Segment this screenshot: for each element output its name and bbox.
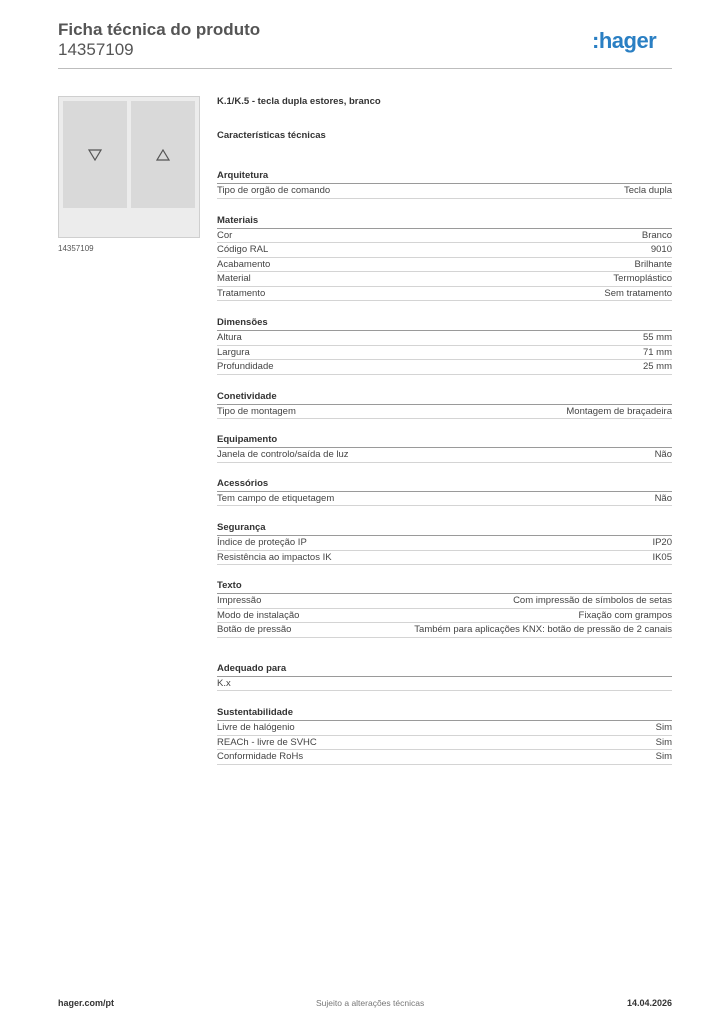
section-title: Dimensões: [217, 316, 672, 331]
section-title: Acessórios: [217, 477, 672, 492]
spec-value: IP20: [652, 537, 672, 548]
product-title: K.1/K.5 - tecla dupla estores, branco: [217, 96, 381, 107]
product-code: 14357109: [58, 40, 134, 59]
spec-section: [217, 316, 672, 375]
spec-value: Não: [654, 492, 672, 504]
spec-value: Também para aplicações KNX: botão de pressão de 2 canais: [414, 624, 672, 635]
spec-value: Sim: [655, 736, 672, 748]
section-title: Materiais: [217, 214, 672, 229]
spec-row: [217, 736, 672, 751]
spec-label: Tipo de orgão de comando: [217, 185, 331, 196]
footer-website: hager.com/pt: [58, 998, 115, 1008]
spec-value: IK05: [652, 551, 672, 563]
spec-label: Profundidade: [217, 361, 274, 372]
arrow-up-icon: [156, 149, 170, 161]
section-title: Texto: [217, 579, 672, 594]
spec-value: Sim: [655, 722, 672, 733]
spec-value: Com impressão de símbolos de setas: [513, 595, 672, 606]
spec-label: Cor: [217, 229, 233, 241]
spec-row: [217, 287, 672, 302]
spec-value: Termoplástico: [613, 273, 672, 284]
spec-section: [217, 390, 672, 420]
section-title: Equipamento: [217, 433, 672, 448]
spec-row: [217, 492, 672, 507]
key-right: [131, 101, 195, 208]
spec-row: [217, 750, 672, 765]
spec-section: [217, 214, 672, 302]
spec-row: [217, 360, 672, 375]
spec-label: Impressão: [217, 595, 262, 606]
image-caption: 14357109: [58, 244, 94, 253]
spec-label: Modo de instalação: [217, 609, 300, 621]
spec-label: Livre de halógenio: [217, 722, 295, 733]
section-title: Arquitetura: [217, 169, 672, 184]
spec-row: [217, 594, 672, 609]
spec-section: [217, 662, 672, 692]
spec-row: [217, 229, 672, 244]
spec-label: Índice de proteção IP: [217, 537, 307, 548]
spec-value: Tecla dupla: [623, 185, 672, 196]
spec-row: [217, 405, 672, 420]
spec-row: [217, 272, 672, 287]
spec-value: Montagem de braçadeira: [566, 405, 672, 417]
spec-value: 71 mm: [642, 346, 672, 358]
product-image: [58, 96, 200, 238]
key-left: [63, 101, 127, 208]
spec-value: Não: [654, 449, 672, 460]
header-divider: [58, 68, 672, 69]
spec-label: Altura: [217, 332, 242, 343]
specs-heading: Características técnicas: [217, 130, 326, 141]
section-title: Sustentabilidade: [217, 706, 672, 721]
spec-value: Fixação com grampos: [578, 609, 672, 621]
spec-label: Material: [217, 273, 251, 284]
spec-value: Sem tratamento: [604, 287, 672, 299]
spec-row: [217, 721, 672, 736]
spec-row: [217, 609, 672, 624]
hager-logo: :hager: [592, 28, 657, 53]
spec-value: 9010: [650, 244, 672, 255]
spec-label: Largura: [217, 346, 250, 358]
spec-value: Sim: [655, 751, 672, 762]
spec-row: [217, 243, 672, 258]
spec-label: Conformidade RoHs: [217, 751, 304, 762]
spec-section: [217, 477, 672, 507]
spec-label: Tem campo de etiquetagem: [217, 492, 335, 504]
spec-table: [217, 155, 672, 765]
spec-row: [217, 346, 672, 361]
section-title: Segurança: [217, 521, 672, 536]
spec-label: Acabamento: [217, 258, 271, 270]
section-title: Adequado para: [217, 662, 672, 677]
spec-row: [217, 677, 672, 692]
spec-value: 55 mm: [642, 332, 672, 343]
footer-note: Sujeito a alterações técnicas: [316, 998, 425, 1008]
document-title: Ficha técnica do produto: [58, 20, 261, 39]
spec-label: Tipo de montagem: [217, 405, 296, 417]
spec-value: Brilhante: [634, 258, 672, 270]
spec-label: REACh - livre de SVHC: [217, 736, 317, 748]
spec-row: [217, 623, 672, 638]
spec-label: Tratamento: [217, 287, 266, 299]
spec-value: Branco: [641, 229, 672, 241]
spec-section: [217, 579, 672, 638]
spec-label: Botão de pressão: [217, 624, 292, 635]
spec-row: [217, 331, 672, 346]
spec-label: Janela de controlo/saída de luz: [217, 449, 349, 460]
spec-value: 25 mm: [642, 361, 672, 372]
spec-section: [217, 706, 672, 765]
spec-label: Resistência ao impactos IK: [217, 551, 332, 563]
spec-row: [217, 258, 672, 273]
footer-date: 14.04.2026: [626, 998, 672, 1008]
arrow-down-icon: [88, 149, 102, 161]
spec-label: K.x: [217, 677, 231, 689]
spec-row: [217, 536, 672, 551]
spec-row: [217, 551, 672, 566]
spec-section: [217, 521, 672, 565]
spec-section: [217, 169, 672, 199]
spec-row: [217, 184, 672, 199]
section-title: Conetividade: [217, 390, 672, 405]
spec-label: Código RAL: [217, 244, 269, 255]
spec-section: [217, 433, 672, 463]
spec-row: [217, 448, 672, 463]
